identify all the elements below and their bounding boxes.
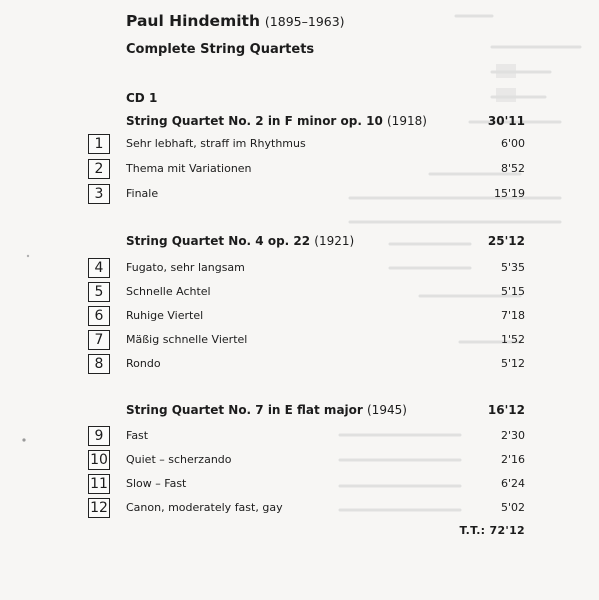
cd-label: CD 1 xyxy=(126,91,158,105)
track-name: Fugato, sehr langsam xyxy=(126,261,245,274)
quartet-title xyxy=(126,403,407,417)
track-row xyxy=(0,306,599,328)
track-row xyxy=(0,258,599,280)
track-row xyxy=(0,354,599,376)
quartet-year: (1918) xyxy=(387,114,427,128)
total-time: T.T.: 72'12 xyxy=(459,524,525,537)
track-name: Canon, moderately fast, gay xyxy=(126,501,283,514)
track-number: 11 xyxy=(88,474,110,494)
track-duration: 5'35 xyxy=(500,261,525,274)
track-duration: 8'52 xyxy=(500,162,525,175)
track-duration: 5'12 xyxy=(500,357,525,370)
track-row xyxy=(0,282,599,304)
track-row xyxy=(0,498,599,520)
quartet-name: String Quartet No. 2 in F minor op. 10 xyxy=(126,114,383,128)
track-row xyxy=(0,159,599,181)
track-number: 12 xyxy=(88,498,110,518)
track-number: 1 xyxy=(88,134,110,154)
track-name: Rondo xyxy=(126,357,161,370)
track-duration: 1'52 xyxy=(500,333,525,346)
track-row xyxy=(0,184,599,206)
work-title: Complete String Quartets xyxy=(126,42,315,57)
track-row xyxy=(0,474,599,496)
track-row xyxy=(0,426,599,448)
track-row xyxy=(0,134,599,156)
track-duration: 15'19 xyxy=(493,187,525,200)
track-number: 6 xyxy=(88,306,110,326)
track-duration: 6'00 xyxy=(500,137,525,150)
track-name: Quiet – scherzando xyxy=(126,453,232,466)
track-row xyxy=(0,450,599,472)
track-name: Finale xyxy=(126,187,159,200)
track-duration: 7'18 xyxy=(500,309,525,322)
track-name: Sehr lebhaft, straff im Rhythmus xyxy=(126,137,306,150)
track-duration: 5'15 xyxy=(500,285,525,298)
quartet-title xyxy=(126,114,427,128)
composer-dates: (1895–1963) xyxy=(264,14,345,29)
track-number: 5 xyxy=(88,282,110,302)
track-row xyxy=(0,330,599,352)
track-number: 4 xyxy=(88,258,110,278)
track-number: 2 xyxy=(88,159,110,179)
track-number: 8 xyxy=(88,354,110,374)
track-duration: 2'16 xyxy=(500,453,525,466)
composer-name: Paul Hindemith xyxy=(126,12,260,30)
composer-heading xyxy=(126,12,345,30)
quartet-title xyxy=(126,234,354,248)
track-name: Schnelle Achtel xyxy=(126,285,211,298)
track-name: Ruhige Viertel xyxy=(126,309,204,322)
track-number: 9 xyxy=(88,426,110,446)
quartet-name: String Quartet No. 7 in E flat major xyxy=(126,403,363,417)
track-number: 7 xyxy=(88,330,110,350)
track-duration: 2'30 xyxy=(500,429,525,442)
track-duration: 6'24 xyxy=(500,477,525,490)
track-name: Mäßig schnelle Viertel xyxy=(126,333,248,346)
track-name: Thema mit Variationen xyxy=(126,162,252,175)
track-duration: 5'02 xyxy=(500,501,525,514)
quartet-total: 25'12 xyxy=(487,234,525,248)
track-number: 10 xyxy=(88,450,110,470)
track-number: 3 xyxy=(88,184,110,204)
quartet-year: (1945) xyxy=(367,403,407,417)
quartet-total: 16'12 xyxy=(487,403,525,417)
quartet-total: 30'11 xyxy=(487,114,525,128)
track-name: Slow – Fast xyxy=(126,477,187,490)
track-name: Fast xyxy=(126,429,149,442)
quartet-year: (1921) xyxy=(314,234,355,248)
quartet-name: String Quartet No. 4 op. 22 xyxy=(126,234,311,248)
